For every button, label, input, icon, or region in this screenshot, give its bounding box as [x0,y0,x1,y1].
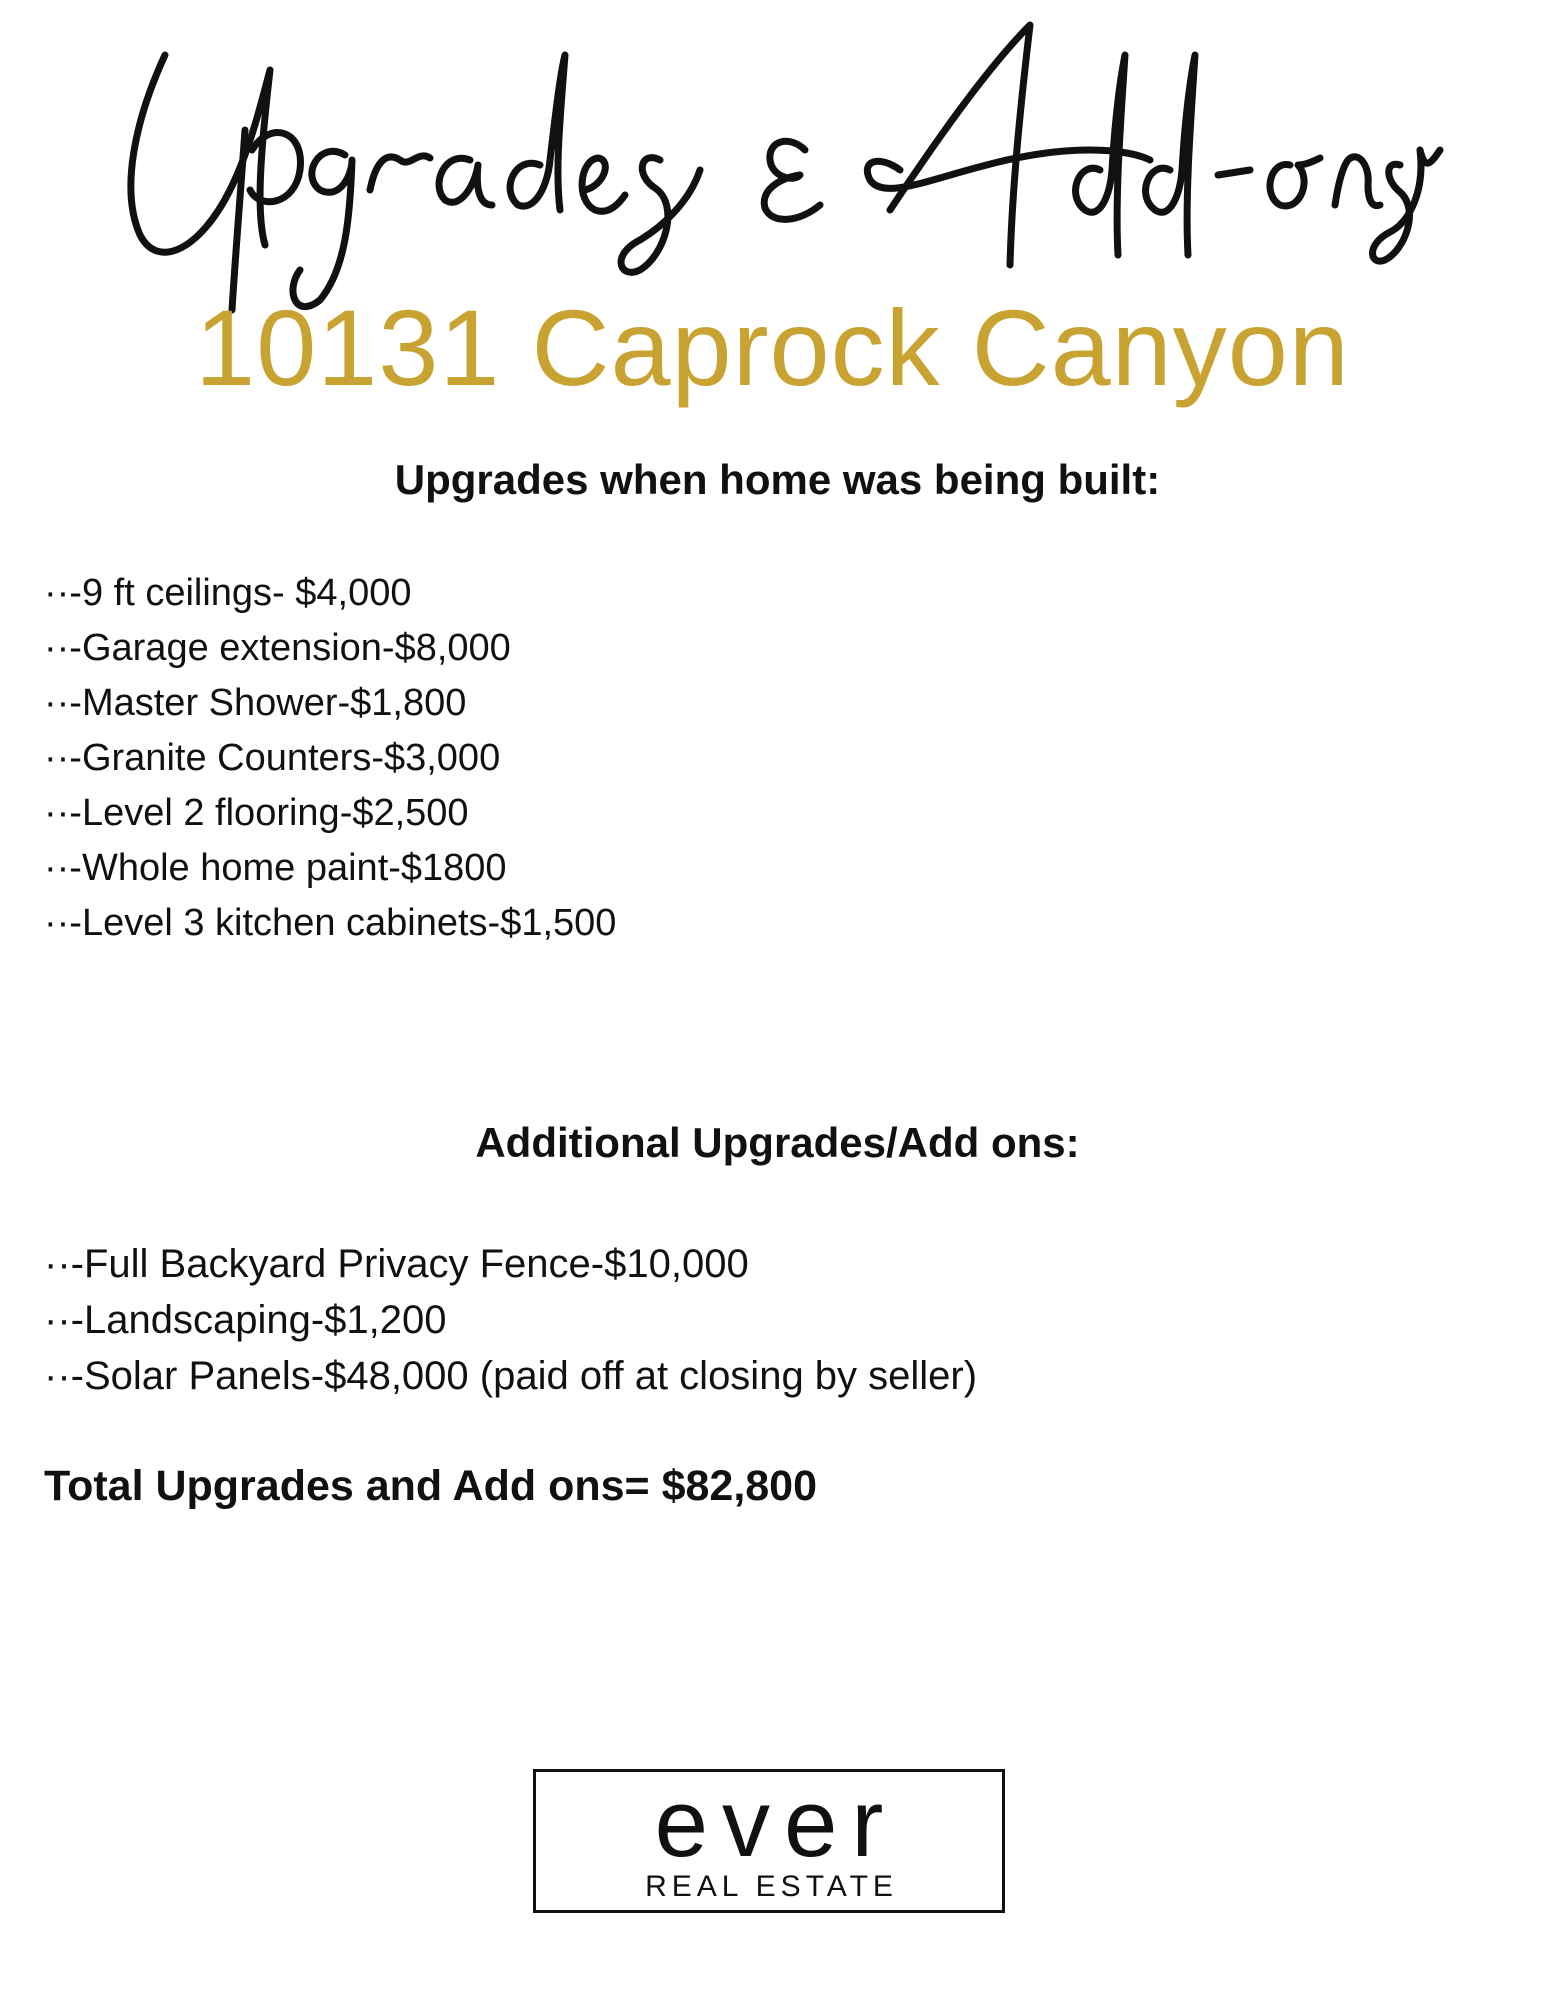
logo-subtitle: REAL ESTATE [645,1870,898,1903]
script-title [0,0,1545,330]
script-title-lettering [0,0,1545,330]
list-item: ··-Whole home paint-$1800 [44,847,507,889]
logo-wordmark: ever [654,1770,898,1877]
list-item: ··-Full Backyard Privacy Fence-$10,000 [44,1242,749,1286]
list-item: ··-Level 2 flooring-$2,500 [44,792,469,834]
total-upgrades: Total Upgrades and Add ons= $82,800 [44,1462,818,1510]
list-item: ··-Level 3 kitchen cabinets-$1,500 [44,902,617,944]
ever-real-estate-logo [533,1769,1005,1913]
list-item: ··-Landscaping-$1,200 [44,1298,447,1342]
property-address: 10131 Caprock Canyon [195,287,1350,408]
additional-upgrades-heading: Additional Upgrades/Add ons: [475,1119,1080,1166]
list-item: ··-Garage extension-$8,000 [44,627,511,669]
list-item: ··-Granite Counters-$3,000 [44,737,501,779]
list-item: ··-Master Shower-$1,800 [44,682,467,724]
additional-upgrades-list [44,1236,977,1404]
list-item: ··-9 ft ceilings- $4,000 [44,572,412,614]
built-upgrades-list [44,566,616,951]
built-upgrades-heading: Upgrades when home was being built: [394,456,1161,503]
list-item: ··-Solar Panels-$48,000 (paid off at closing by seller) [44,1354,978,1398]
